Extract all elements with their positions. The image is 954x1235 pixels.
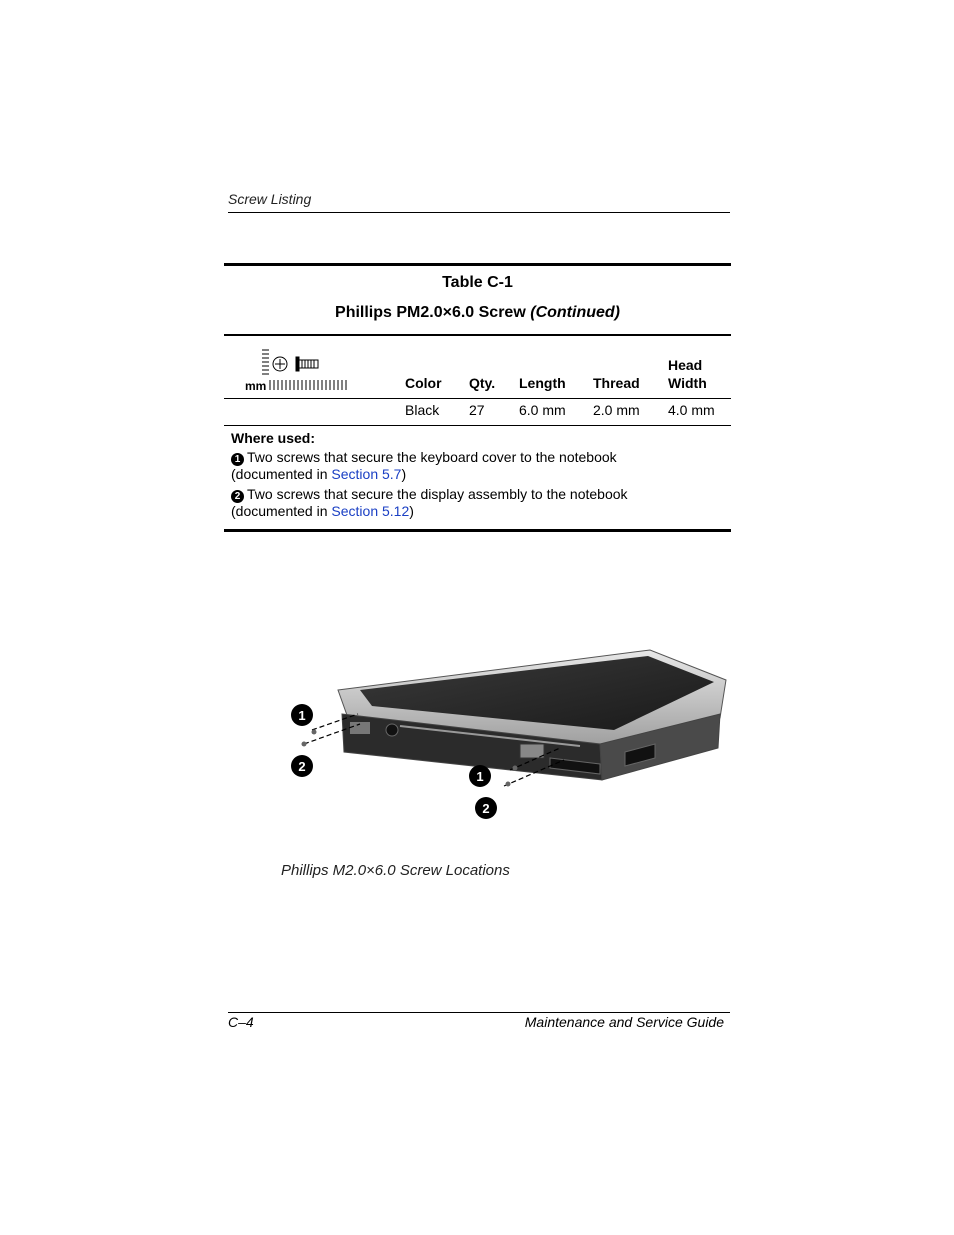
where-used-title: Where used: [231,430,316,446]
doc-prefix: (documented in [231,466,332,482]
where-used-item [231,449,724,482]
header-head-width-line2: Width [668,375,707,391]
header-thread: Thread [593,375,640,391]
where-used-text: Two screws that secure the display assembly to the notebook [247,486,628,502]
table-top-rule [224,263,731,266]
table-number: Table C-1 [442,274,513,291]
callout-1-icon [291,704,313,726]
header-length: Length [519,375,566,391]
cell-color: Black [405,402,440,418]
footer-rule [228,1012,730,1013]
section-link-5-7[interactable]: Section 5.7 [331,466,402,482]
table-title [224,304,731,326]
screw-table [224,263,731,532]
guide-title: Maintenance and Service Guide [524,1014,724,1030]
callout-label: 1 [298,708,306,723]
callout-label: 2 [298,759,306,774]
figure-caption: Phillips M2.0×6.0 Screw Locations [281,862,510,879]
table-title-main: Phillips PM2.0×6.0 Screw [335,304,526,321]
table-bottom-rule [224,529,731,532]
doc-suffix: ) [409,503,414,519]
where-used-item [231,486,724,519]
notebook-illustration [280,640,740,840]
where-used-text: Two screws that secure the keyboard cover to the notebook [247,449,617,465]
cell-head-width: 4.0 mm [668,402,715,418]
doc-suffix: ) [401,466,407,482]
table-header-row [224,336,731,398]
mm-label: mm [245,379,267,393]
cell-thread: 2.0 mm [593,402,640,418]
section-link-5-12[interactable]: Section 5.12 [331,503,410,519]
table-title-suffix: (Continued) [530,304,620,321]
doc-prefix: (documented in [231,503,332,519]
header-qty: Qty. [469,375,496,391]
running-header: Screw Listing [228,191,312,207]
callout-1-icon: 1 [231,453,244,466]
cell-qty: 27 [469,402,485,418]
callout-2-icon [475,797,497,819]
callout-label: 2 [482,801,490,816]
header-rule [228,212,730,213]
callout-2-icon [291,755,313,777]
callout-1-icon [469,765,491,787]
table-row [224,399,731,425]
callout-label: 1 [476,769,484,784]
where-used [224,426,731,529]
header-color: Color [405,375,442,391]
callout-2-icon: 2 [231,490,244,503]
notebook-body [338,650,726,780]
header-head-width [668,356,707,392]
cell-length: 6.0 mm [519,402,566,418]
page-number: C–4 [228,1014,254,1030]
header-head-width-line1: Head [668,357,703,373]
